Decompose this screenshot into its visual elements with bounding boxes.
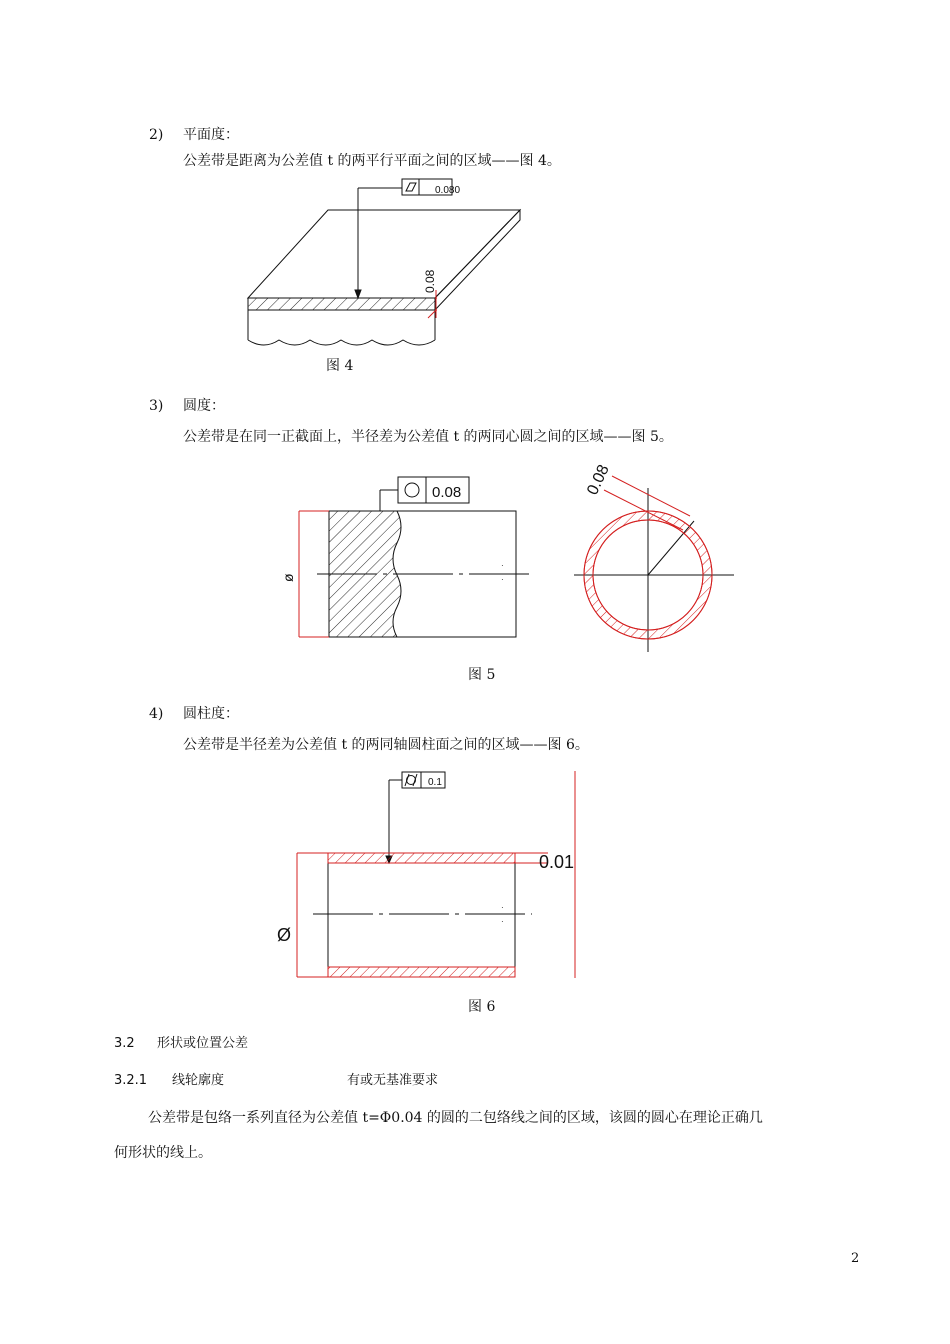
item-number-2: 2) — [149, 127, 164, 143]
section-title-3-2-1: 线轮廓度 — [172, 1073, 225, 1088]
desc-roundness: 公差带是在同一正截面上，半径差为公差值 t 的两同心圆之间的区域——图 5。 — [183, 429, 673, 445]
section-number-3-2-1: 3.2.1 — [114, 1073, 148, 1088]
tolerance-zone-top — [328, 853, 515, 863]
heading-flatness: 平面度： — [183, 127, 239, 143]
datum-note: 有或无基准要求 — [347, 1073, 439, 1088]
heading-cylindricity: 圆柱度： — [183, 706, 239, 722]
dim-0-01-fig6: 0.01 — [539, 852, 575, 872]
tolerance-zone-bottom — [328, 967, 515, 977]
heading-roundness: 圆度： — [183, 398, 225, 414]
dim-0-08-fig4: 0.08 — [423, 269, 437, 293]
desc-cylindricity: 公差带是半径差为公差值 t 的两同轴圆柱面之间的区域——图 6。 — [183, 737, 589, 753]
frame-value-5: 0.08 — [432, 484, 462, 501]
svg-text:·: · — [501, 561, 504, 570]
svg-text:·: · — [501, 903, 504, 912]
section-title-3-2: 形状或位置公差 — [157, 1036, 249, 1051]
caption-fig4: 图 4 — [326, 358, 354, 374]
svg-text:·: · — [501, 917, 504, 926]
dim-0-08-fig5: 0.08 — [584, 462, 613, 498]
diameter-symbol-5: ø — [280, 573, 296, 582]
svg-text:·: · — [501, 575, 504, 584]
para-line-2: 何形状的线上。 — [114, 1145, 212, 1161]
frame-value-6: 0.1 — [428, 777, 442, 788]
diameter-symbol-6: Ø — [277, 925, 292, 945]
para-line-1: 公差带是包络一系列直径为公差值 t=Φ0.04 的圆的二包络线之间的区域，该圆的圆心在理论正确几 — [148, 1110, 763, 1126]
caption-fig6: 图 6 — [468, 999, 496, 1015]
page-number: 2 — [851, 1251, 860, 1266]
caption-fig5: 图 5 — [468, 667, 496, 683]
frame-value-4: 0.080 — [435, 185, 461, 196]
cylinder-outline — [328, 853, 515, 977]
desc-flatness: 公差带是距离为公差值 t 的两平行平面之间的区域——图 4。 — [183, 153, 561, 169]
item-number-4: 4) — [149, 706, 164, 722]
item-number-3: 3) — [149, 398, 164, 414]
section-number-3-2: 3.2 — [114, 1036, 135, 1051]
